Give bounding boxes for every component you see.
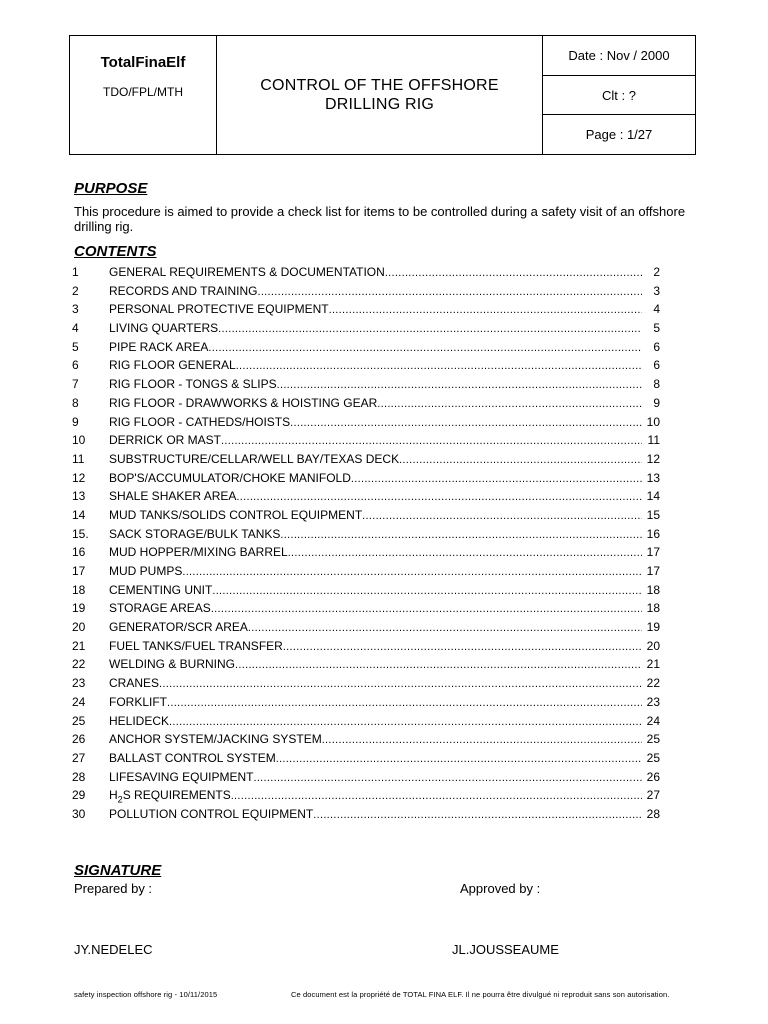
toc-entry-number: 15.: [72, 526, 89, 541]
toc-entry-title-wrap: [109, 676, 642, 690]
toc-entry-title-wrap: [109, 639, 642, 653]
toc-entry[interactable]: [72, 471, 660, 490]
toc-entry-number: 12: [72, 470, 86, 485]
toc-entry-page: 5: [653, 321, 660, 336]
toc-entry-number: 22: [72, 657, 86, 672]
toc-entry-title: RIG FLOOR GENERAL: [109, 358, 236, 373]
toc-entry-number: 14: [72, 507, 86, 522]
header-title-cell: [217, 36, 543, 154]
toc-entry-title: BALLAST CONTROL SYSTEM: [109, 750, 276, 765]
toc-entry[interactable]: [72, 415, 660, 434]
purpose-text: This procedure is aimed to provide a check list for items to be controlled during a safety visit of an offshore drilling rig.: [74, 204, 686, 234]
toc-entry-title-wrap: [109, 751, 642, 765]
toc-leader-dots: [253, 772, 642, 784]
toc-entry-number: 3: [72, 302, 79, 317]
toc-entry-title: PIPE RACK AREA: [109, 339, 209, 354]
toc-entry-page: 12: [646, 451, 660, 466]
toc-entry-title: LIFESAVING EQUIPMENT: [109, 769, 254, 784]
toc-entry[interactable]: [72, 284, 660, 303]
toc-leader-dots: [329, 304, 642, 316]
toc-entry-page: 2: [653, 265, 660, 279]
toc-entry-title: FUEL TANKS/FUEL TRANSFER: [109, 638, 283, 653]
toc-entry-number: 29: [72, 788, 86, 803]
toc-entry-title: RIG FLOOR - DRAWWORKS & HOISTING GEAR: [109, 395, 378, 410]
prepared-by-name: JY.NEDELEC: [74, 942, 153, 957]
toc-entry-page: 20: [646, 638, 660, 653]
toc-entry-page: 19: [646, 620, 660, 635]
toc-entry-title-wrap: [109, 284, 642, 298]
toc-leader-dots: [276, 753, 642, 765]
toc-entry-number: 16: [72, 545, 86, 560]
toc-entry-number: 11: [72, 451, 85, 466]
toc-entry-page: 18: [646, 582, 660, 597]
toc-entry-page: 25: [646, 732, 660, 747]
toc-entry-title: CEMENTING UNIT: [109, 582, 213, 597]
toc-entry[interactable]: [72, 601, 660, 620]
toc-entry-page: 13: [646, 470, 660, 485]
toc-entry[interactable]: [72, 583, 660, 602]
toc-entry-title-wrap: [109, 807, 642, 821]
toc-entry-number: 10: [72, 433, 86, 448]
toc-entry-title: PERSONAL PROTECTIVE EQUIPMENT: [109, 302, 329, 317]
toc-entry-number: 30: [72, 806, 86, 821]
toc-entry-number: 20: [72, 620, 86, 635]
toc-entry-title: FORKLIFT: [109, 694, 168, 709]
title-line-2: DRILLING RIG: [324, 96, 435, 113]
toc-entry-number: 18: [72, 582, 86, 597]
toc-entry-title-wrap: [109, 508, 642, 522]
toc-entry-page: 23: [646, 694, 660, 709]
toc-leader-dots: [362, 510, 642, 522]
toc-entry[interactable]: [72, 545, 660, 564]
approved-by-label: Approved by :: [460, 881, 541, 896]
header-info-cell: [543, 36, 695, 154]
toc-entry-number: 4: [72, 321, 79, 336]
toc-entry-title: GENERAL REQUIREMENTS & DOCUMENTATION: [109, 265, 385, 279]
toc-entry-page: 6: [653, 339, 660, 354]
toc-entry-title-wrap: [109, 545, 642, 559]
toc-entry-title: SHALE SHAKER AREA: [109, 489, 237, 504]
toc-entry-page: 11: [647, 433, 660, 448]
toc-entry[interactable]: [72, 714, 660, 733]
toc-entry-page: 4: [653, 302, 660, 317]
toc-entry[interactable]: [72, 770, 660, 789]
toc-entry-page: 25: [646, 750, 660, 765]
toc-entry-title-wrap: [109, 695, 642, 709]
toc-entry-page: 17: [646, 564, 660, 578]
toc-entry-title-wrap: [109, 620, 642, 634]
toc-entry-number: 24: [72, 694, 86, 709]
toc-entry-title: DERRICK OR MAST: [109, 433, 222, 448]
toc-entry-title-wrap: [109, 564, 642, 578]
toc-entry-page: 6: [653, 358, 660, 373]
toc-entry-number: 26: [72, 732, 86, 747]
document-title: [260, 76, 498, 114]
toc-entry[interactable]: [72, 564, 660, 583]
toc-entry[interactable]: [72, 433, 660, 452]
toc-entry-title-wrap: [109, 452, 642, 466]
contents-heading: CONTENTS: [74, 243, 157, 260]
toc-entry-title: RIG FLOOR - TONGS & SLIPS: [109, 377, 277, 392]
toc-entry-number: 27: [72, 750, 86, 765]
toc-entry-number: 28: [72, 769, 86, 784]
approved-by-name: JL.JOUSSEAUME: [452, 942, 559, 957]
toc-entry-number: 19: [72, 601, 86, 616]
toc-entry-number: 6: [72, 358, 79, 373]
toc-entry-title-wrap: [109, 321, 642, 335]
footer-right: Ce document est la propriété de TOTAL FINA ELF. Il ne pourra être divulgué ni reproduit sans son autorisation.: [291, 990, 670, 999]
toc-entry-page: 28: [646, 806, 660, 821]
toc-entry-page: 9: [653, 395, 660, 410]
toc-leader-dots: [377, 398, 642, 410]
toc-entry-title-wrap: [109, 302, 642, 316]
toc-entry-number: 1: [72, 265, 79, 279]
toc-leader-dots: [385, 267, 642, 279]
toc-entry-title: HELIDECK: [109, 713, 170, 728]
toc-entry-title-wrap: [109, 770, 642, 784]
table-of-contents: [72, 265, 660, 826]
toc-entry-title-wrap: [109, 527, 642, 541]
toc-leader-dots: [313, 809, 642, 821]
toc-entry-title: GENERATOR/SCR AREA: [109, 620, 248, 635]
toc-leader-dots: [399, 454, 642, 466]
toc-entry-title: SACK STORAGE/BULK TANKS: [109, 526, 281, 541]
toc-leader-dots: [231, 790, 642, 802]
toc-entry-page: 21: [646, 657, 660, 672]
toc-entry-page: 15: [646, 507, 660, 522]
toc-entry-number: 23: [72, 676, 86, 691]
toc-entry-title-wrap: [109, 601, 642, 615]
toc-entry-page: 17: [646, 545, 660, 560]
toc-leader-dots: [290, 417, 642, 429]
toc-entry-title: POLLUTION CONTROL EQUIPMENT: [109, 806, 314, 821]
toc-leader-dots: [257, 286, 642, 298]
header-clt: Clt : ?: [543, 75, 695, 115]
toc-entry-title-wrap: [109, 377, 642, 391]
toc-entry-title: ANCHOR SYSTEM/JACKING SYSTEM: [109, 732, 322, 747]
toc-entry-page: 24: [646, 713, 660, 728]
company-name: TotalFinaElf: [100, 54, 186, 71]
toc-entry-title-wrap: [109, 583, 642, 597]
toc-entry[interactable]: [72, 807, 660, 826]
toc-entry-title-wrap: [109, 396, 642, 410]
toc-entry[interactable]: [72, 265, 660, 284]
toc-entry-number: 7: [72, 377, 79, 392]
toc-leader-dots: [322, 734, 642, 746]
toc-entry-number: 8: [72, 395, 79, 410]
toc-entry-title: RECORDS AND TRAINING: [109, 283, 258, 298]
department-code: TDO/FPL/MTH: [103, 85, 183, 99]
toc-entry-title: $H_2S$ REQUIREMENTS: [109, 788, 231, 805]
toc-entry-number: 9: [72, 414, 79, 429]
toc-entry[interactable]: [72, 302, 660, 321]
title-line-1: CONTROL OF THE OFFSHORE: [260, 77, 499, 94]
toc-leader-dots: [211, 603, 642, 615]
toc-entry[interactable]: [72, 676, 660, 695]
toc-entry-page: 8: [653, 377, 660, 392]
toc-leader-dots: [208, 342, 642, 354]
toc-entry-title: SUBSTRUCTURE/CELLAR/WELL BAY/TEXAS DECK: [109, 451, 400, 466]
purpose-heading: PURPOSE: [74, 180, 148, 197]
toc-entry-page: 26: [646, 769, 660, 784]
toc-leader-dots: [159, 678, 642, 690]
toc-entry[interactable]: [72, 358, 660, 377]
toc-leader-dots: [235, 659, 642, 671]
toc-entry[interactable]: [72, 377, 660, 396]
toc-entry-number: 25: [72, 713, 86, 728]
toc-entry-title: RIG FLOOR - CATHEDS/HOISTS: [109, 414, 291, 429]
toc-leader-dots: [288, 547, 642, 559]
header-page: Page : 1/27: [543, 114, 695, 154]
toc-entry-number: 5: [72, 339, 79, 354]
toc-leader-dots: [167, 697, 642, 709]
toc-entry-title-wrap: [109, 732, 642, 746]
signature-heading: SIGNATURE: [74, 862, 162, 879]
toc-entry-page: 10: [646, 414, 660, 429]
toc-entry-title: MUD HOPPER/MIXING BARREL: [109, 545, 288, 560]
toc-entry[interactable]: [72, 340, 660, 359]
toc-entry-title: LIVING QUARTERS: [109, 321, 219, 336]
toc-leader-dots: [248, 622, 642, 634]
toc-entry-number: 17: [72, 564, 86, 578]
toc-entry-title-wrap: [109, 358, 642, 372]
toc-leader-dots: [218, 323, 642, 335]
toc-entry[interactable]: [72, 751, 660, 770]
toc-entry[interactable]: [72, 732, 660, 751]
toc-leader-dots: [212, 585, 642, 597]
toc-entry[interactable]: [72, 452, 660, 471]
toc-entry-title-wrap: [109, 340, 642, 354]
prepared-by-label: Prepared by :: [74, 881, 153, 896]
toc-entry-title-wrap: [109, 489, 642, 503]
header-company-cell: [70, 36, 217, 154]
toc-entry[interactable]: [72, 657, 660, 676]
toc-entry-number: 2: [72, 283, 79, 298]
toc-entry-title-wrap: [109, 265, 642, 279]
toc-entry[interactable]: [72, 695, 660, 714]
header-date: Date : Nov / 2000: [568, 47, 670, 63]
document-header: [69, 35, 696, 155]
toc-entry-page: 14: [646, 489, 660, 504]
toc-entry[interactable]: [72, 321, 660, 340]
toc-leader-dots: [221, 435, 642, 447]
toc-leader-dots: [280, 529, 642, 541]
toc-entry-title-wrap: [109, 471, 642, 485]
toc-entry-page: 22: [646, 676, 660, 691]
toc-entry-title: MUD TANKS/SOLIDS CONTROL EQUIPMENT: [109, 507, 363, 522]
toc-entry-title-wrap: [109, 788, 642, 804]
toc-entry-title: WELDING & BURNING: [109, 657, 236, 672]
toc-entry[interactable]: [72, 489, 660, 508]
toc-leader-dots: [277, 379, 642, 391]
toc-entry-number: 13: [72, 489, 86, 504]
toc-leader-dots: [182, 566, 642, 578]
toc-entry[interactable]: [72, 639, 660, 658]
toc-entry-title-wrap: [109, 433, 642, 447]
toc-entry[interactable]: [72, 508, 660, 527]
toc-leader-dots: [236, 491, 642, 503]
toc-entry-title-wrap: [109, 415, 642, 429]
toc-entry-title-wrap: [109, 657, 642, 671]
toc-entry[interactable]: [72, 620, 660, 639]
toc-entry-title: STORAGE AREAS: [109, 601, 211, 616]
toc-entry-title: CRANES: [109, 676, 160, 691]
toc-entry-page: 27: [646, 788, 660, 803]
toc-entry-title-wrap: [109, 714, 642, 728]
toc-entry-number: 21: [72, 638, 86, 653]
toc-entry[interactable]: [72, 396, 660, 415]
toc-entry-page: 18: [646, 601, 660, 616]
toc-leader-dots: [283, 641, 642, 653]
toc-entry[interactable]: [72, 788, 660, 807]
toc-leader-dots: [169, 716, 642, 728]
toc-entry[interactable]: [72, 527, 660, 546]
footer-left: safety inspection offshore rig - 10/11/2015: [74, 990, 218, 999]
toc-entry-title: MUD PUMPS: [109, 564, 183, 578]
toc-leader-dots: [351, 473, 642, 485]
toc-entry-page: 16: [646, 526, 660, 541]
toc-entry-page: 3: [653, 283, 660, 298]
toc-entry-title: BOP'S/ACCUMULATOR/CHOKE MANIFOLD: [109, 470, 351, 485]
toc-leader-dots: [236, 360, 642, 372]
